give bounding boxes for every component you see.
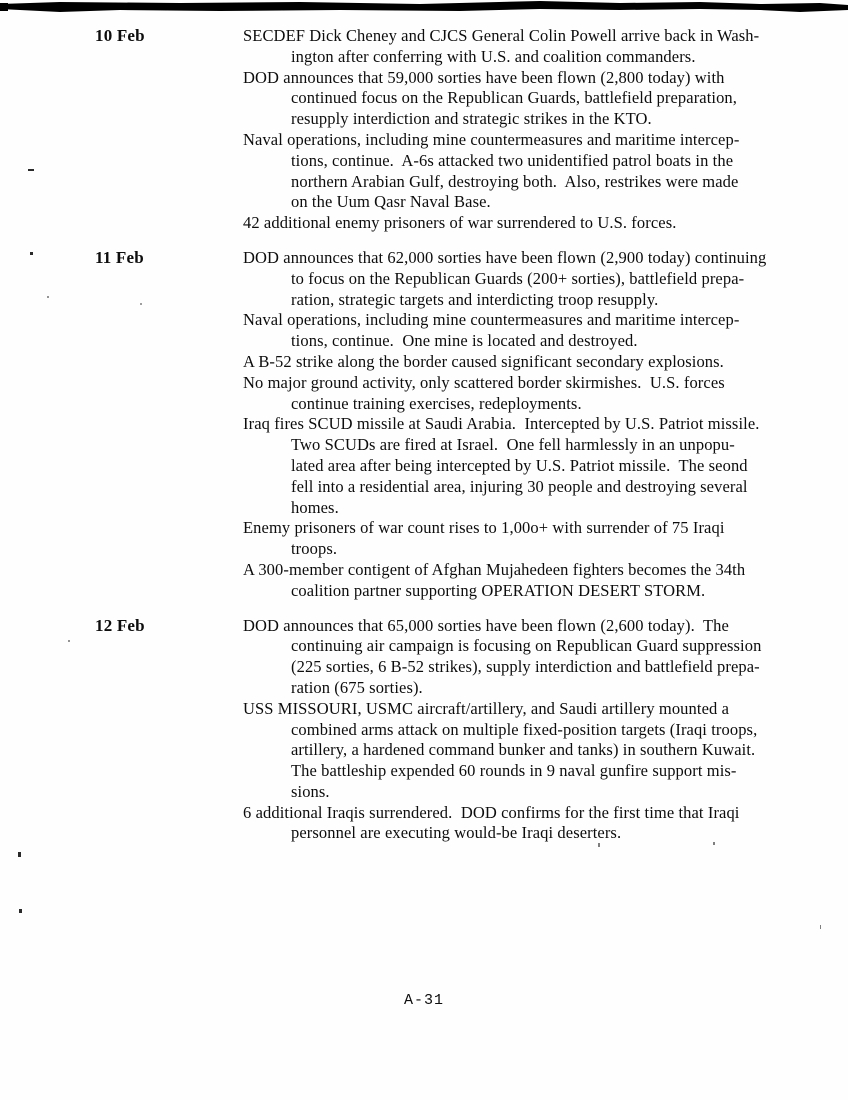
entry-date: 12 Feb (95, 615, 145, 635)
entry-item (243, 130, 828, 213)
entry-item (243, 560, 828, 602)
entry-line-continuation: on the Uum Qasr Naval Base. (291, 192, 491, 212)
entry-item (243, 213, 828, 234)
entry-item (243, 518, 828, 560)
entry-line-continuation: ington after conferring with U.S. and coalition commanders. (291, 46, 696, 66)
entry-line-continuation: continued focus on the Republican Guards, battlefield preparation, (291, 88, 738, 108)
entry-line-continuation: resupply interdiction and strategic strikes in the KTO. (291, 109, 652, 129)
chronology-entry (0, 616, 848, 845)
entry-line-continuation: artillery, a hardened command bunker and tanks) in southern Kuwait. (291, 740, 756, 760)
entry-line-continuation: personnel are executing would-be Iraqi deserters. (291, 823, 622, 843)
entry-line-continuation: northern Arabian Gulf, destroying both. Also, restrikes were made (291, 171, 739, 191)
entry-line-continuation: tions, continue. One mine is located and destroyed. (291, 331, 638, 351)
entry-line-continuation: troops. (291, 539, 338, 559)
entry-line-continuation: continuing air campaign is focusing on Republican Guard suppression (291, 636, 762, 656)
entry-line: DOD announces that 62,000 sorties have been flown (2,900 today) continuing (243, 247, 767, 267)
entry-line: SECDEF Dick Cheney and CJCS General Colin Powell arrive back in Wash- (243, 26, 760, 45)
entry-date: 10 Feb (95, 26, 145, 45)
entry-line: DOD announces that 65,000 sorties have been flown (2,600 today). The (243, 615, 729, 635)
entry-line: Enemy prisoners of war count rises to 1,00o+ with surrender of 75 Iraqi (243, 518, 725, 538)
entry-line-continuation: sions. (291, 781, 330, 801)
entry-line-continuation: (225 sorties, 6 B-52 strikes), supply interdiction and battlefield prepa- (291, 657, 760, 677)
sections (0, 26, 848, 844)
chronology-entry (0, 26, 848, 234)
chronology-entry (0, 248, 848, 602)
entry-line-continuation: homes. (291, 497, 339, 517)
entry-line-continuation: to focus on the Republican Guards (200+ sorties), battlefield prepa- (291, 268, 745, 288)
entry-items (243, 26, 828, 234)
entry-line-continuation: Two SCUDs are fired at Israel. One fell harmlessly in an unpopu- (291, 435, 735, 455)
entry-item (243, 310, 828, 352)
entry-line: No major ground activity, only scattered border skirmishes. U.S. forces (243, 372, 725, 392)
entry-item (243, 414, 828, 518)
entry-line: Naval operations, including mine countermeasures and maritime intercep- (243, 310, 740, 330)
entry-line-continuation: lated area after being intercepted by U.S. Patriot missile. The seond (291, 455, 748, 475)
entry-line: 42 additional enemy prisoners of war surrendered to U.S. forces. (243, 213, 677, 233)
entry-line-continuation: continue training exercises, redeployments. (291, 393, 582, 413)
entry-line: 6 additional Iraqis surrendered. DOD confirms for the first time that Iraqi (243, 802, 740, 822)
entry-line-continuation: ration (675 sorties). (291, 677, 423, 697)
page-number: A-31 (403, 992, 444, 1009)
entry-item (243, 803, 828, 845)
entry-line-continuation: coalition partner supporting OPERATION DESERT STORM. (291, 580, 706, 600)
entry-line: DOD announces that 59,000 sorties have been flown (2,800 today) with (243, 67, 725, 87)
entry-date: 11 Feb (95, 247, 144, 267)
scan-speck (820, 925, 821, 929)
entry-item (243, 26, 828, 68)
entry-item (243, 699, 828, 803)
entry-line: A B-52 strike along the border caused significant secondary explosions. (243, 351, 724, 371)
entry-line: USS MISSOURI, USMC aircraft/artillery, and Saudi artillery mounted a (243, 698, 729, 718)
entry-items (243, 616, 828, 845)
entry-line: A 300-member contigent of Afghan Mujahedeen fighters becomes the 34th (243, 559, 746, 579)
entry-item (243, 248, 828, 310)
entry-items (243, 248, 828, 602)
chronology-content (0, 26, 848, 858)
entry-item (243, 68, 828, 130)
entry-item (243, 616, 828, 699)
entry-line-continuation: ration, strategic targets and interdicting troop resupply. (291, 289, 659, 309)
entry-line: Naval operations, including mine countermeasures and maritime intercep- (243, 129, 740, 149)
entry-line-continuation: fell into a residential area, injuring 30 people and destroying several (291, 476, 748, 496)
scan-speck (19, 909, 22, 913)
entry-line-continuation: The battleship expended 60 rounds in 9 naval gunfire support mis- (291, 761, 737, 781)
entry-line: Iraq fires SCUD missile at Saudi Arabia. Intercepted by U.S. Patriot missile. (243, 414, 760, 434)
entry-line-continuation: combined arms attack on multiple fixed-position targets (Iraqi troops, (291, 719, 758, 739)
entry-item (243, 373, 828, 415)
scan-artifact-top-bar (0, 0, 848, 16)
entry-line-continuation: tions, continue. A-6s attacked two unidentified patrol boats in the (291, 150, 734, 170)
entry-item (243, 352, 828, 373)
